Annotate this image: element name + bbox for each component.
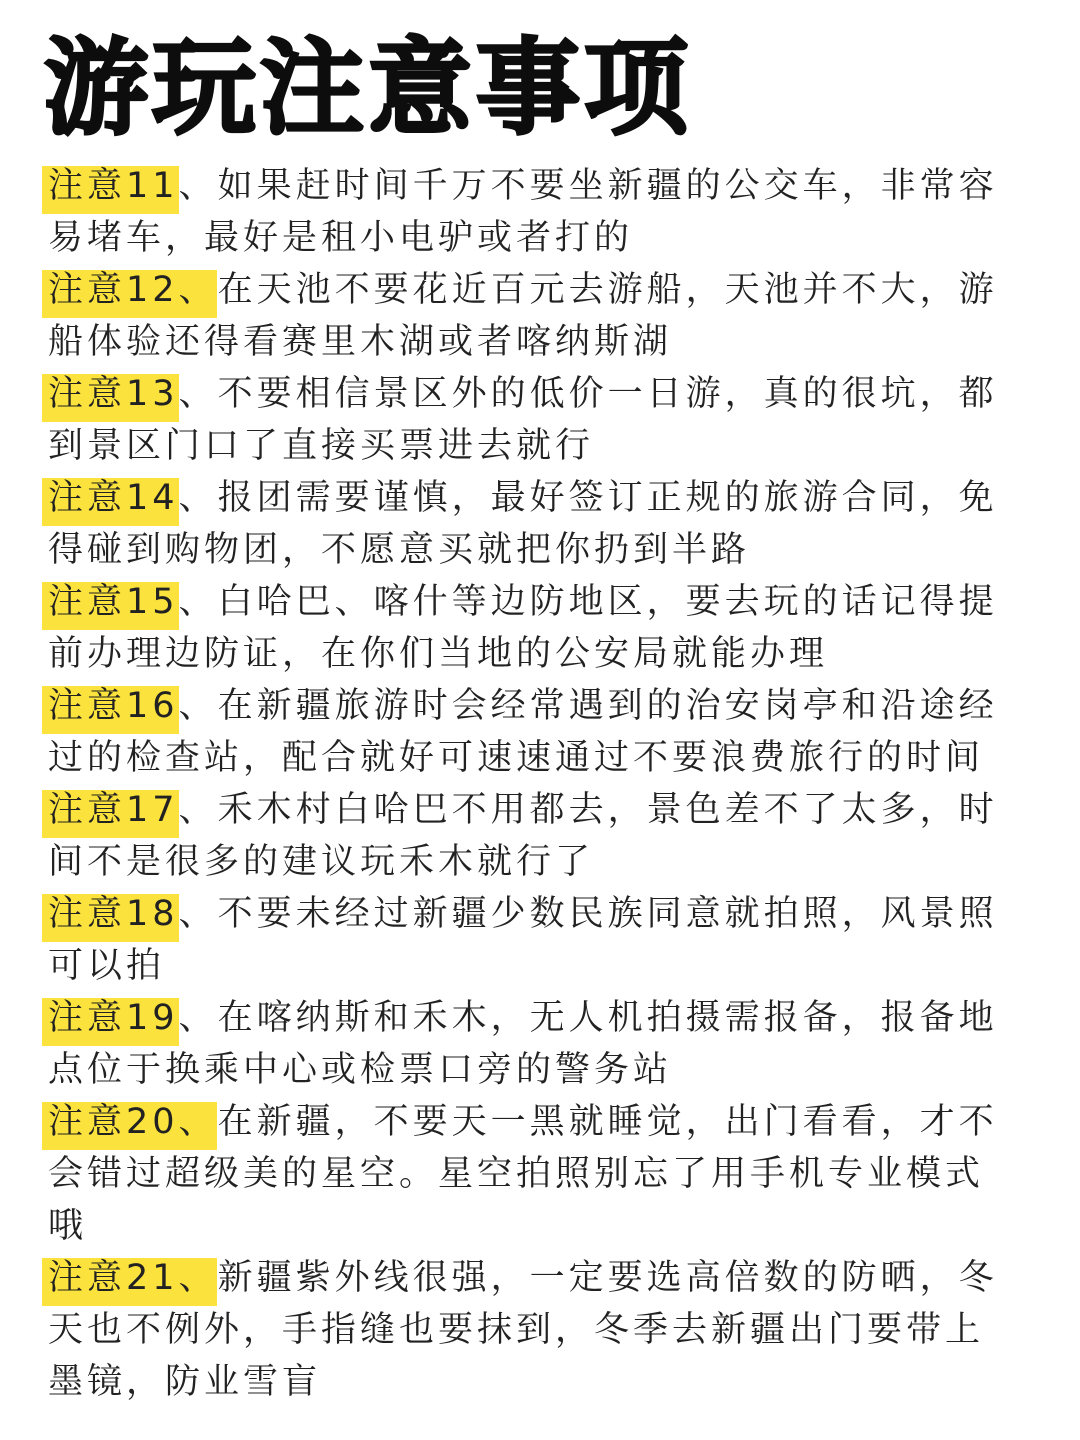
- tip-separator: 、: [178, 790, 218, 830]
- tip-separator: 、: [178, 270, 218, 310]
- tip-separator: 、: [178, 478, 218, 518]
- tip-separator: 、: [178, 1258, 218, 1298]
- tip-separator: 、: [178, 582, 218, 622]
- tip-label-12: 注意12: [48, 270, 179, 310]
- tip-text-21: 新疆紫外线很强，一定要选高倍数的防晒，冬天也不例外，手指缝也要抹到，冬季去新疆出门要带上墨镜，防业雪盲: [48, 1258, 998, 1402]
- tip-separator: 、: [178, 166, 218, 206]
- tip-text-16: 在新疆旅游时会经常遇到的治安岗亭和沿途经过的检查站，配合就好可速速通过不要浪费旅行的时间: [48, 686, 998, 778]
- tip-text-13: 不要相信景区外的低价一日游，真的很坑，都到景区门口了直接买票进去就行: [48, 374, 998, 466]
- tip-item-20: [44, 1096, 1022, 1252]
- tip-text-11: 如果赶时间千万不要坐新疆的公交车，非常容易堵车，最好是租小电驴或者打的: [48, 166, 998, 258]
- tip-separator: 、: [178, 374, 218, 414]
- tip-separator: 、: [178, 998, 218, 1038]
- tip-item-18: [44, 888, 1022, 992]
- tip-label-20: 注意20: [48, 1102, 179, 1142]
- tip-label-14: 注意14: [48, 478, 179, 518]
- tip-item-11: [44, 160, 1022, 264]
- tip-text-19: 在喀纳斯和禾木，无人机拍摄需报备，报备地点位于换乘中心或检票口旁的警务站: [48, 998, 998, 1090]
- tip-label-11: 注意11: [48, 166, 179, 206]
- tip-label-21: 注意21: [48, 1258, 179, 1298]
- tip-item-12: [44, 264, 1022, 368]
- tip-text-12: 在天池不要花近百元去游船，天池并不大，游船体验还得看赛里木湖或者喀纳斯湖: [48, 270, 998, 362]
- tip-label-15: 注意15: [48, 582, 179, 622]
- tip-item-19: [44, 992, 1022, 1096]
- tip-label-16: 注意16: [48, 686, 179, 726]
- tips-list: [44, 160, 1022, 1408]
- tip-text-20: 在新疆，不要天一黑就睡觉，出门看看，才不会错过超级美的星空。星空拍照别忘了用手机专业模式哦: [48, 1102, 998, 1246]
- tip-text-17: 禾木村白哈巴不用都去，景色差不了太多，时间不是很多的建议玩禾木就行了: [48, 790, 998, 882]
- tip-item-16: [44, 680, 1022, 784]
- tip-item-13: [44, 368, 1022, 472]
- tip-item-14: [44, 472, 1022, 576]
- tip-separator: 、: [178, 894, 218, 934]
- tip-item-21: [44, 1252, 1022, 1408]
- tip-label-19: 注意19: [48, 998, 179, 1038]
- tip-separator: 、: [178, 1102, 218, 1142]
- tip-item-17: [44, 784, 1022, 888]
- tip-label-13: 注意13: [48, 374, 179, 414]
- tip-separator: 、: [178, 686, 218, 726]
- tip-label-17: 注意17: [48, 790, 179, 830]
- tip-label-18: 注意18: [48, 894, 179, 934]
- tip-text-14: 报团需要谨慎，最好签订正规的旅游合同，免得碰到购物团，不愿意买就把你扔到半路: [48, 478, 998, 570]
- tip-text-15: 白哈巴、喀什等边防地区，要去玩的话记得提前办理边防证，在你们当地的公安局就能办理: [48, 582, 998, 674]
- tip-item-15: [44, 576, 1022, 680]
- page-title: 游玩注意事项: [44, 27, 693, 149]
- tip-text-18: 不要未经过新疆少数民族同意就拍照，风景照可以拍: [48, 894, 998, 986]
